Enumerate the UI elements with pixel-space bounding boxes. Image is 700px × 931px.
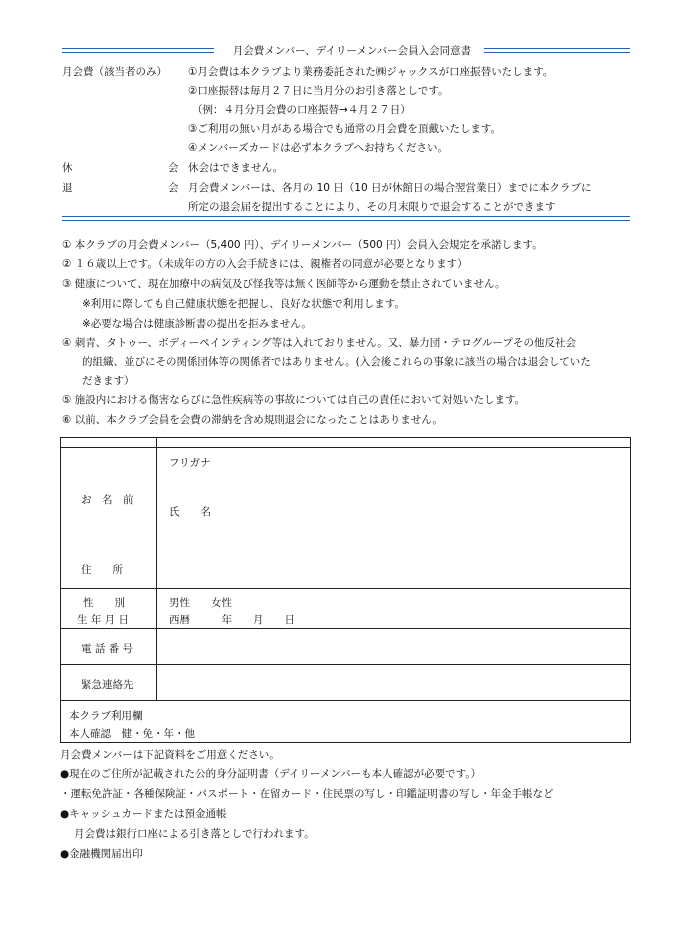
term-4: ④ 刺青、タトゥー、ボディーペインティング等は入れておりません。又、暴力団・テログループその他反社会 [62,337,576,349]
address-label: 住 所 [81,564,123,576]
form-rule-phone [61,664,630,665]
phone-label: 電 話 番 号 [81,643,134,655]
section-divider [62,216,630,221]
fee-line-2: ②口座振替は毎月２７日に当月分のお引き落としです。 [188,85,449,97]
notes-id-list: ・運転免許証・各種保険証・パスポート・在留カード・住民票の写し・印鑑証明書の写し・年金手帳など [60,788,554,800]
form-rule-gender [61,628,630,629]
leave-label-b: 会 [168,162,179,174]
term-4-cont-1: 的組織、並びにその関係団体等の関係者ではありません。(入会後これらの事象に該当の場合は退会していた [82,356,591,368]
leave-label-a: 休 [62,162,73,174]
leave-text: 休会はできません。 [188,162,284,174]
form-col-divider [156,438,157,700]
birth-field[interactable]: 西暦 年 月 日 [169,614,295,626]
term-5: ⑤ 施設内における傷害ならびに急性疾病等の事故については自己の責任において対処いたします。 [62,394,526,406]
notes-bank-note: 月会費は銀行口座による引き落としで行われます。 [74,828,315,840]
term-3-note-1: ※利用に際しても自己健康状態を把握し、良好な状態で利用します。 [82,298,405,310]
shimei-field[interactable]: 氏 名 [169,506,211,518]
birth-label: 生 年 月 日 [77,614,130,626]
form-rule-address [61,588,630,589]
withdraw-line-2: 所定の退会届を提出することにより、その月末限りで退会することができます [188,201,556,213]
title-bar [62,43,630,57]
term-3-note-2: ※必要な場合は健康診断書の提出を拒みません。 [82,318,312,330]
page-title: 月会費メンバー、デイリーメンバー会員入会同意書 [232,45,472,57]
fee-line-5: ④メンバーズカードは必ず本クラブへお持ちください。 [188,142,448,154]
notes-id-doc: ●現在のご住所が記載された公的身分証明書（デイリーメンバーも本人確認が必要です。） [60,768,482,780]
club-use-label: 本クラブ利用欄 [69,710,143,722]
withdraw-label-a: 退 [62,182,73,194]
fee-label: 月会費（該当者のみ） [62,66,167,78]
notes-bank-card: ●キャッシュカードまたは預金通帳 [60,808,227,820]
fee-line-1: ①月会費は本クラブより業務委託された㈱ジャックスが口座振替いたします。 [188,66,554,78]
emergency-label: 緊急連絡先 [81,679,134,691]
notes-seal: ●金融機関届出印 [60,848,143,860]
term-4-cont-2: だきます） [82,375,135,387]
withdraw-line-1: 月会費メンバーは、各月の 10 日（10 日が休館日の場合翌営業日）までに本クラブに [188,182,592,194]
term-1: ① 本クラブの月会費メンバー（5,400 円）、デイリーメンバー（500 円）会員入会規定を承諾します。 [62,239,543,251]
gender-options[interactable]: 男性 女性 [169,597,232,609]
furigana-field[interactable]: フリガナ [169,457,211,469]
term-3: ③ 健康について、現在加療中の病気及び怪我等は無く医師等から運動を禁止されていません。 [62,278,506,290]
fee-line-3: （例：４月分月会費の口座振替→４月２７日） [192,104,411,116]
name-label: お 名 前 [81,494,134,506]
term-6: ⑥ 以前、本クラブ会員を会費の滞納を含め規則退会になったことはありません。 [62,414,443,426]
fee-line-4: ③ご利用の無い月がある場合でも通常の月会費を頂戴いたします。 [188,123,502,135]
title-rule-right [484,48,630,53]
identity-check: 本人確認 健・免・年・他 [69,728,195,740]
form-rule-emergency [61,700,630,701]
term-2: ② １６歳以上です。（未成年の方の入会手続きには、親権者の同意が必要となります） [62,258,468,270]
form-rule-top [61,447,630,448]
withdraw-label-b: 会 [168,182,179,194]
notes-intro: 月会費メンバーは下記資料をご用意ください。 [60,749,280,761]
title-rule-left [62,48,214,53]
application-form [60,437,631,743]
gender-label: 性 別 [83,597,125,609]
